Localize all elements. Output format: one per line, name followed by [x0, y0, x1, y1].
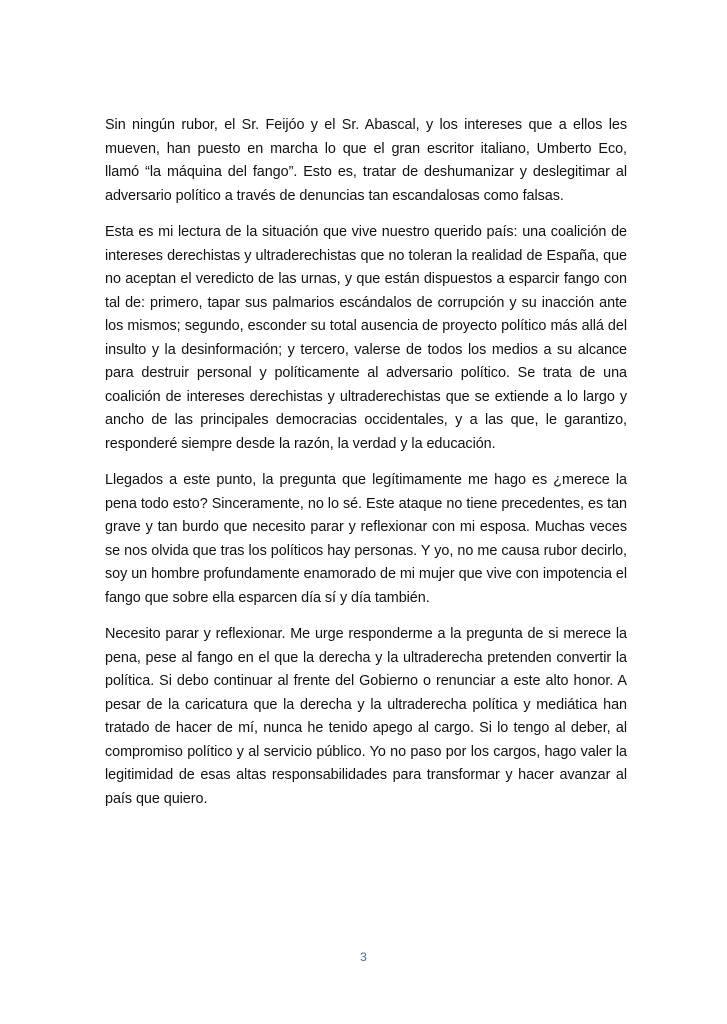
paragraph-1: Sin ningún rubor, el Sr. Feijóo y el Sr. Abascal, y los intereses que a ellos les mueven, han puesto en marcha lo que el gran escritor italiano, Umberto Eco, llamó “la máquina del fango”. Esto es, tratar de deshumanizar y deslegitimar al adversario político a través de denuncias tan escandalosas como falsas.	[105, 117, 627, 204]
paragraph-2: Esta es mi lectura de la situación que vive nuestro querido país: una coalición de intereses derechistas y ultraderechistas que no toleran la realidad de España, que no aceptan el veredicto de las urnas, y que están dispuestos a esparcir fango con tal de: primero, tapar sus palmarios escándalos de corrupción y su inacción ante los mismos; segundo, esconder su total ausencia de proyecto político más allá del insulto y la desinformación; y tercero, valerse de todos los medios a su alcance para destruir personal y políticamente al adversario político. Se trata de una coalición de intereses derechistas y ultraderechistas que se extiende a lo largo y ancho de las principales democracias occidentales, y a las que, le garantizo, responderé siempre desde la razón, la verdad y la educación.	[105, 224, 627, 452]
document-body	[105, 114, 627, 824]
paragraph-3: Llegados a este punto, la pregunta que legítimamente me hago es ¿merece la pena todo esto? Sinceramente, no lo sé. Este ataque no tiene precedentes, es tan grave y tan burdo que necesito parar y reflexionar con mi esposa. Muchas veces se nos olvida que tras los políticos hay personas. Y yo, no me causa rubor decirlo, soy un hombre profundamente enamorado de mi mujer que vive con impotencia el fango que sobre ella esparcen día sí y día también.	[105, 472, 627, 606]
paragraph-4: Necesito parar y reflexionar. Me urge responderme a la pregunta de si merece la pena, pese al fango en el que la derecha y la ultraderecha pretenden convertir la política. Si debo continuar al frente del Gobierno o renunciar a este alto honor. A pesar de la caricatura que la derecha y la ultraderecha política y mediática han tratado de hacer de mí, nunca he tenido apego al cargo. Si lo tengo al deber, al compromiso político y al servicio público. Yo no paso por los cargos, hago valer la legitimidad de esas altas responsabilidades para transformar y hacer avanzar al país que quiero.	[105, 626, 627, 807]
page-number: 3	[360, 950, 367, 964]
